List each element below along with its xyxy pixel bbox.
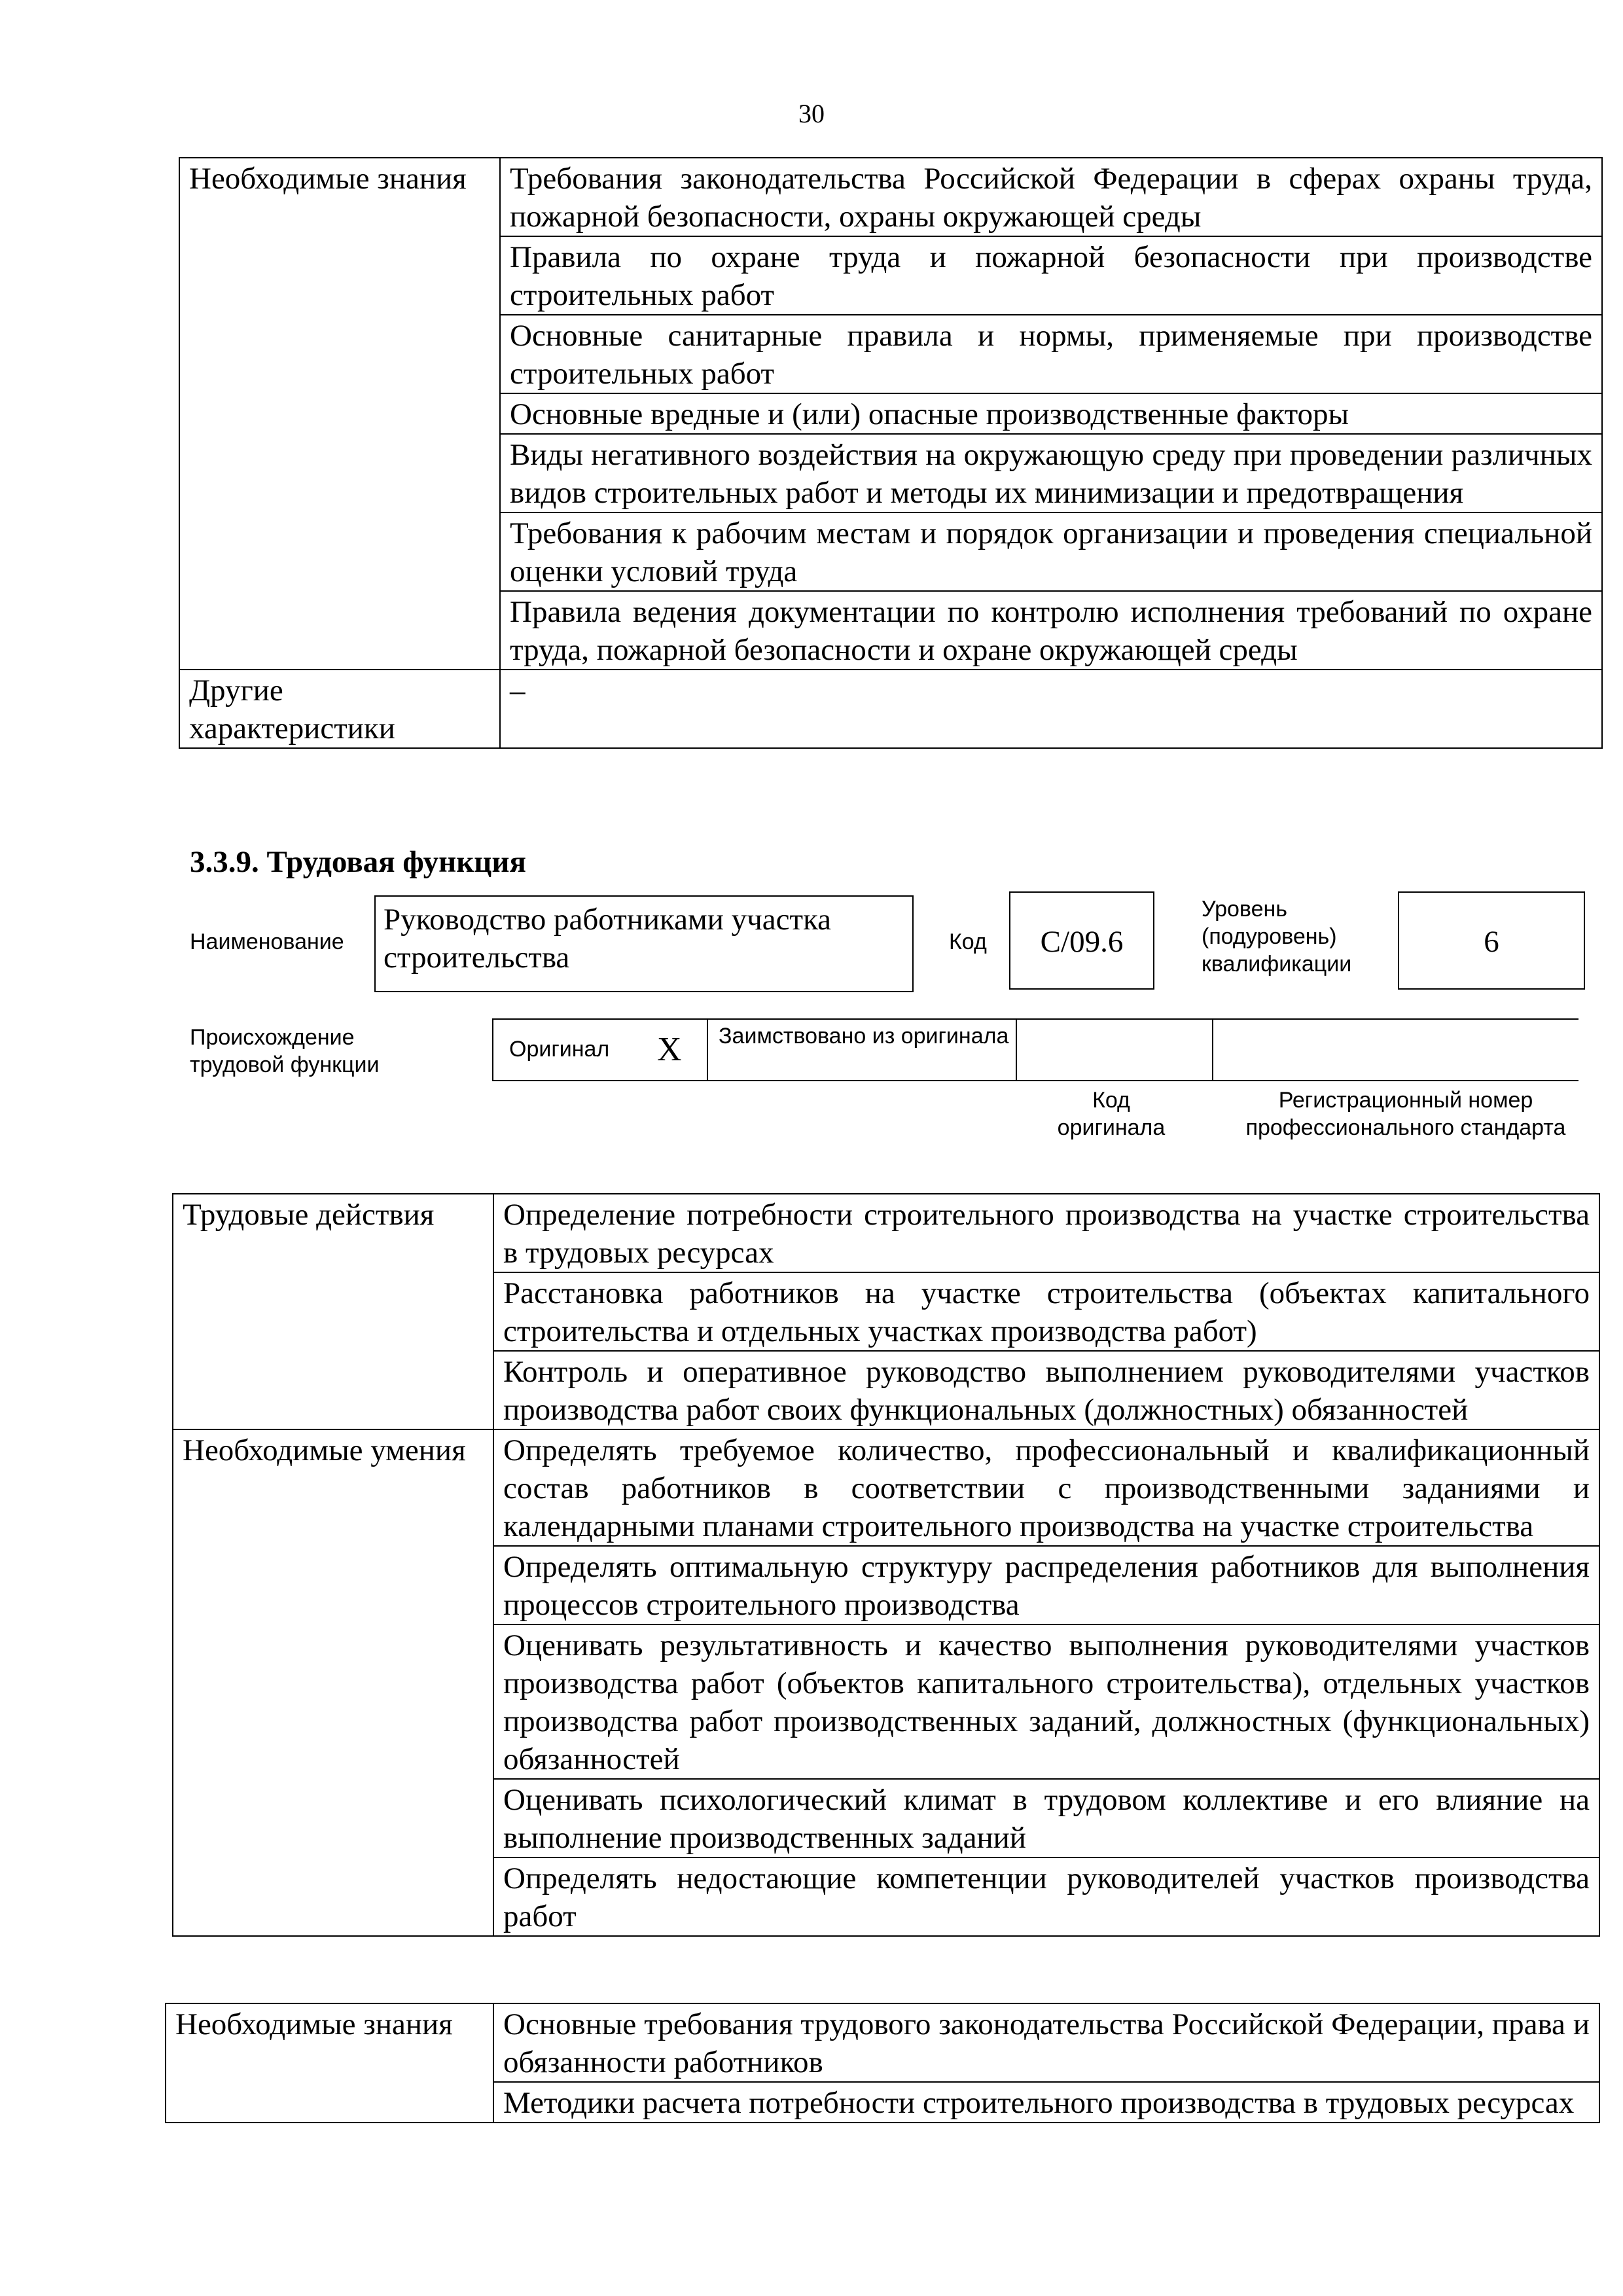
- action-item: Контроль и оперативное руководство выполнением руководителями участков производства работ своих функциональных (должностных) обязанностей: [493, 1351, 1599, 1429]
- knowledge-item: Виды негативного воздействия на окружающую среду при проведении различных видов строительных работ и методы их минимизации и предотвращения: [500, 434, 1602, 512]
- skill-item: Определять требуемое количество, профессиональный и квалификационный состав работников в соответствии с производственными заданиями и календарными планами строительного производства на участке строительства: [493, 1429, 1599, 1546]
- actions-skills-table: [172, 1193, 1600, 1937]
- knowledge-item: Требования законодательства Российской Федерации в сферах охраны труда, пожарной безопасности, охраны окружающей среды: [500, 158, 1602, 236]
- code-value: С/09.6: [1009, 891, 1154, 990]
- knowledge-table-bottom: [165, 2003, 1600, 2123]
- row-label-actions: Трудовые действия: [173, 1194, 493, 1429]
- skill-item: Определять недостающие компетенции руководителей участков производства работ: [493, 1857, 1599, 1936]
- section-heading: 3.3.9. Трудовая функция: [190, 845, 526, 879]
- knowledge-item: Методики расчета потребности строительного производства в трудовых ресурсах: [493, 2082, 1599, 2123]
- skill-item: Оценивать психологический климат в трудовом коллективе и его влияние на выполнение производственных заданий: [493, 1779, 1599, 1857]
- knowledge-item: Основные санитарные правила и нормы, применяемые при производстве строительных работ: [500, 315, 1602, 393]
- origin-label: Происхождение трудовой функции: [190, 1025, 380, 1077]
- row-label-knowledge-2: Необходимые знания: [166, 2003, 493, 2123]
- knowledge-table-top: [179, 157, 1603, 749]
- name-value: Руководство работниками участка строительства: [374, 895, 914, 992]
- row-label-skills: Необходимые умения: [173, 1429, 493, 1936]
- skill-item: Оценивать результативность и качество выполнения руководителями участков производства работ (объектов капитального строительства), отдельных участков производства работ производственных заданий, должностных (функциональных) обязанностей: [493, 1624, 1599, 1779]
- origin-reg-cell: [1213, 1020, 1580, 1080]
- caption-reg: Регистрационный номер профессионального стандарта: [1245, 1088, 1566, 1140]
- caption-code: Код оригинала: [1057, 1088, 1166, 1140]
- skill-item: Определять оптимальную структуру распределения работников для выполнения процессов строительного производства: [493, 1546, 1599, 1624]
- other-characteristics-value: –: [500, 670, 1602, 748]
- origin-code-cell: [1017, 1020, 1213, 1080]
- action-item: Определение потребности строительного производства на участке строительства в трудовых ресурсах: [493, 1194, 1599, 1272]
- action-item: Расстановка работников на участке строительства (объектах капитального строительства и отдельных участках производства работ): [493, 1272, 1599, 1351]
- page-number: 30: [798, 99, 825, 128]
- origin-borrowed-label: Заимствовано из оригинала: [719, 1024, 1009, 1049]
- origin-original-cell: [493, 1020, 708, 1080]
- level-label: Уровень (подуровень) квалификации: [1202, 897, 1352, 977]
- knowledge-item: Основные вредные и (или) опасные производственные факторы: [500, 393, 1602, 434]
- row-label-knowledge: Необходимые знания: [179, 158, 500, 670]
- origin-original-mark: X: [657, 1031, 682, 1068]
- origin-original-label: Оригинал: [509, 1037, 610, 1062]
- code-label: Код: [949, 929, 987, 954]
- origin-borrowed-cell: [708, 1020, 1017, 1080]
- knowledge-item: Требования к рабочим местам и порядок организации и проведения специальной оценки условий труда: [500, 512, 1602, 591]
- origin-row: [492, 1018, 1578, 1081]
- level-value: 6: [1398, 891, 1585, 990]
- knowledge-item: Правила по охране труда и пожарной безопасности при производстве строительных работ: [500, 236, 1602, 315]
- knowledge-item: Основные требования трудового законодательства Российской Федерации, права и обязанности работников: [493, 2003, 1599, 2082]
- row-label-other: Другие характеристики: [179, 670, 500, 748]
- name-label: Наименование: [190, 929, 344, 954]
- knowledge-item: Правила ведения документации по контролю исполнения требований по охране труда, пожарной безопасности и охране окружающей среды: [500, 591, 1602, 670]
